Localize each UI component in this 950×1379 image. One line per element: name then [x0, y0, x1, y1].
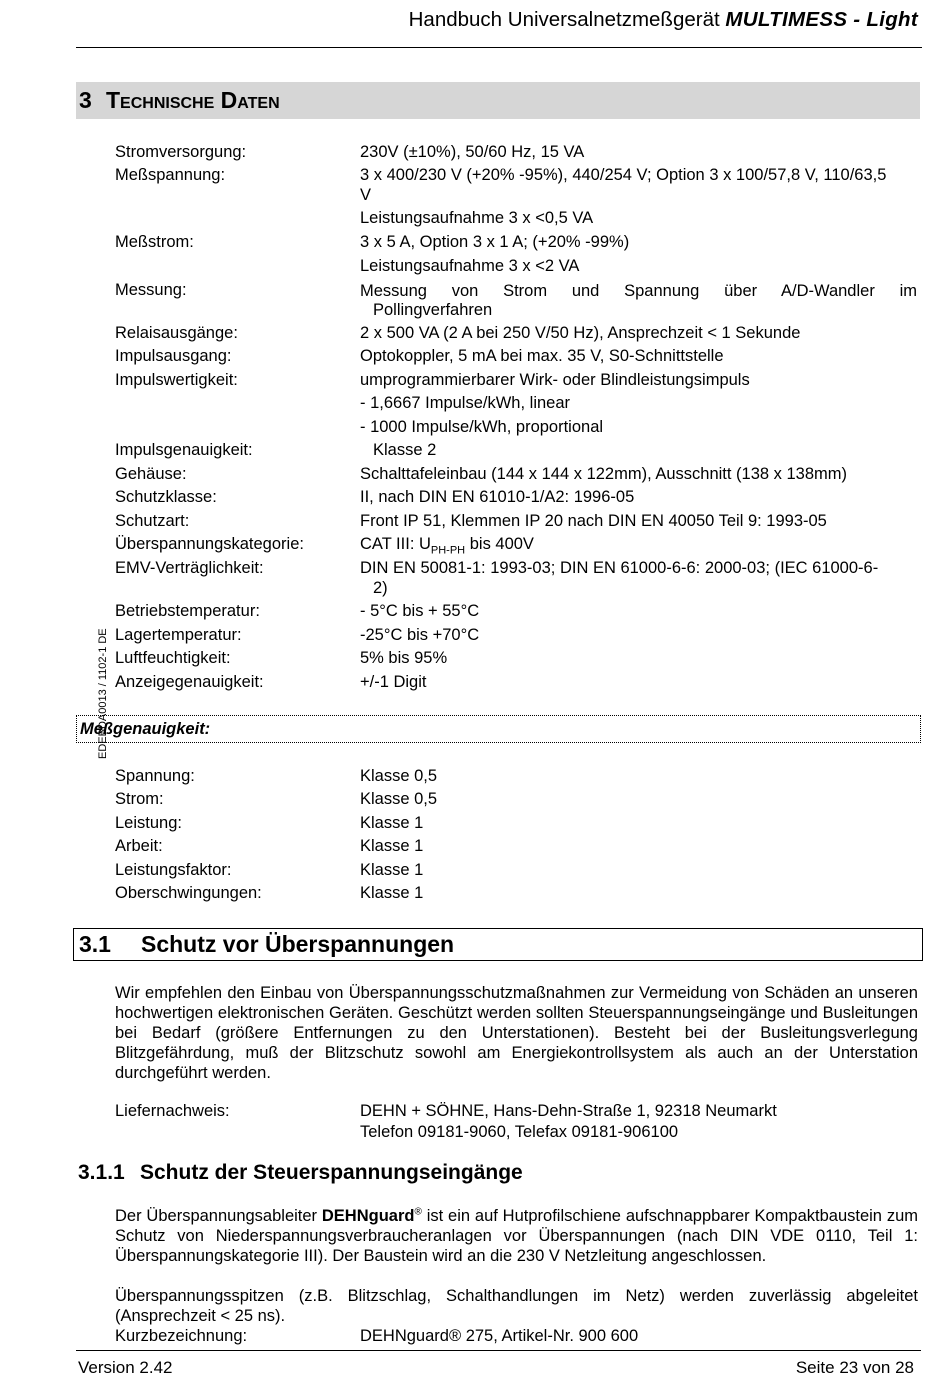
spec-value: 5% bis 95% [360, 649, 448, 667]
spec-value: - 5°C bis + 55°C [360, 602, 480, 620]
spec-value-pre: CAT III: U [360, 535, 431, 553]
header-brand: MULTIMESS - Light [725, 8, 918, 31]
section-3-1-number: 3.1 [79, 931, 111, 957]
short-designation-label: Kurzbezeichnung: [115, 1327, 248, 1345]
spec-value: - 1,6667 Impulse/kWh, linear [360, 394, 571, 412]
footer-version: Version 2.42 [78, 1358, 173, 1377]
section-3-title: Technische Daten [106, 87, 280, 113]
p1-brand: DEHNguard [321, 1207, 415, 1225]
spec-value-cont: V [360, 186, 372, 204]
header-rule [76, 47, 922, 48]
accuracy-value: Klasse 0,5 [360, 767, 438, 785]
section-3-1-1-heading [78, 1161, 523, 1185]
spec-value: - 1000 Impulse/kWh, proportional [360, 418, 604, 436]
section-3-1-title: Schutz vor Überspannungen [141, 931, 455, 957]
spec-label: Lagertemperatur: [115, 626, 242, 644]
accuracy-heading: Meßgenauigkeit: [76, 715, 921, 743]
accuracy-value: Klasse 1 [360, 814, 424, 832]
accuracy-label: Arbeit: [115, 837, 163, 855]
accuracy-label: Oberschwingungen: [115, 884, 262, 902]
p1-pre: Der Überspannungsableiter [115, 1207, 322, 1225]
spec-value: 3 x 5 A, Option 3 x 1 A; (+20% -99%) [360, 233, 630, 251]
accuracy-value: Klasse 1 [360, 884, 424, 902]
section-3-1-1-title: Schutz der Steuerspannungseingänge [140, 1161, 523, 1184]
spec-value: Front IP 51, Klemmen IP 20 nach DIN EN 40050 Teil 9: 1993-05 [360, 512, 827, 530]
spec-label: Betriebstemperatur: [115, 602, 260, 620]
section-3-1-1-paragraph-1 [115, 1206, 918, 1266]
accuracy-label: Leistung: [115, 814, 182, 832]
spec-label: Stromversorgung: [115, 143, 247, 161]
spec-value: Leistungsaufnahme 3 x <2 VA [360, 257, 580, 275]
short-designation-value: DEHNguard® 275, Artikel-Nr. 900 600 [360, 1327, 639, 1345]
spec-label: Impulsausgang: [115, 347, 232, 365]
supplier-line-1: DEHN + SÖHNE, Hans-Dehn-Straße 1, 92318 Neumarkt [360, 1102, 777, 1120]
spec-label: Meßstrom: [115, 233, 194, 251]
accuracy-label: Spannung: [115, 767, 195, 785]
spec-value: +/-1 Digit [360, 673, 427, 691]
spec-value: umprogrammierbarer Wirk- oder Blindleistungsimpuls [360, 371, 750, 389]
spec-label: Schutzklasse: [115, 488, 217, 506]
spec-label: Meßspannung: [115, 166, 226, 184]
accuracy-value: Klasse 0,5 [360, 790, 438, 808]
spec-value: 230V (±10%), 50/60 Hz, 15 VA [360, 143, 585, 161]
spec-value: -25°C bis +70°C [360, 626, 480, 644]
spec-value: Messung von Strom und Spannung über A/D-Wandler im [360, 282, 917, 300]
spec-value: Klasse 2 [373, 441, 437, 459]
section-3-1-heading [73, 928, 923, 961]
spec-value: 3 x 400/230 V (+20% -95%), 440/254 V; Option 3 x 100/57,8 V, 110/63,5 [360, 166, 887, 184]
section-3-1-1-number: 3.1.1 [78, 1161, 125, 1184]
section-3-number: 3 [79, 87, 92, 113]
p1-registered: ® [414, 1206, 422, 1218]
document-code: EDEBDA0013 / 1102-1 DE [97, 628, 109, 759]
spec-value-sub: PH-PH [430, 544, 466, 557]
spec-value: II, nach DIN EN 61010-1/A2: 1996-05 [360, 488, 635, 506]
section-3-1-1-paragraph-2: Überspannungsspitzen (z.B. Blitzschlag, Schalthandlungen im Netz) werden zuverlässig abgeleitet (Ansprechzeit < 25 ns). [115, 1287, 918, 1325]
spec-label: Überspannungskategorie: [115, 535, 304, 553]
spec-label: Schutzart: [115, 512, 190, 530]
accuracy-label: Strom: [115, 790, 164, 808]
spec-label: Messung: [115, 281, 187, 299]
spec-value-cont: 2) [373, 579, 388, 597]
section-3-1-paragraph: Wir empfehlen den Einbau von Überspannungsschutzmaßnahmen zur Vermeidung von Schäden an unseren hochwertigen elektronischen Geräten. Geschützt werden sollten Steuerspannungseingänge und Busleitungen bei Bedarf (größere Entfernungen zu den Unterstationen). Besteht bei der Busleitungsverlegung Blitzgefährdung, muß der Blitzschutz sowohl am Energiekontrollsystem als auch an der Unterstation durchgeführt werden. [115, 984, 918, 1082]
spec-value: 2 x 500 VA (2 A bei 250 V/50 Hz), Ansprechzeit < 1 Sekunde [360, 324, 801, 342]
spec-label: Gehäuse: [115, 465, 187, 483]
spec-value: DIN EN 50081-1: 1993-03; DIN EN 61000-6-6: 2000-03; (IEC 61000-6- [360, 559, 879, 577]
footer-page-number: Seite 23 von 28 [795, 1358, 914, 1377]
accuracy-value: Klasse 1 [360, 861, 424, 879]
spec-label: Luftfeuchtigkeit: [115, 649, 231, 667]
spec-label: Anzeigegenauigkeit: [115, 673, 264, 691]
header-title-text: Handbuch Universalnetzmeßgerät [408, 8, 726, 31]
spec-value: Leistungsaufnahme 3 x <0,5 VA [360, 209, 594, 227]
spec-value-post: bis 400V [465, 535, 534, 553]
spec-value: Optokoppler, 5 mA bei max. 35 V, S0-Schnittstelle [360, 347, 724, 365]
spec-value: Schalttafeleinbau (144 x 144 x 122mm), Ausschnitt (138 x 138mm) [360, 465, 847, 483]
spec-value [360, 535, 534, 557]
header-title [409, 8, 918, 32]
spec-label: Relaisausgänge: [115, 324, 238, 342]
spec-value-cont: Pollingverfahren [373, 301, 493, 319]
accuracy-value: Klasse 1 [360, 837, 424, 855]
spec-label: Impulsgenauigkeit: [115, 441, 253, 459]
footer-rule [76, 1350, 921, 1351]
spec-label: EMV-Verträglichkeit: [115, 559, 264, 577]
spec-label: Impulswertigkeit: [115, 371, 238, 389]
p1-post: ist ein auf Hutprofilschiene aufschnappbarer Kompaktbaustein zum Schutz von Niederspannungsverbraucheranlagen vor Überspannungen (nach DIN VDE 0110, Teil 1: Überspannungskategorie III). Der Baustein wird an die 230 V Netzleitung angeschlossen. [115, 1207, 918, 1265]
supplier-line-2: Telefon 09181-9060, Telefax 09181-906100 [360, 1123, 679, 1141]
accuracy-label: Leistungsfaktor: [115, 861, 232, 879]
section-3-heading [76, 82, 920, 119]
supplier-label: Liefernachweis: [115, 1102, 230, 1120]
